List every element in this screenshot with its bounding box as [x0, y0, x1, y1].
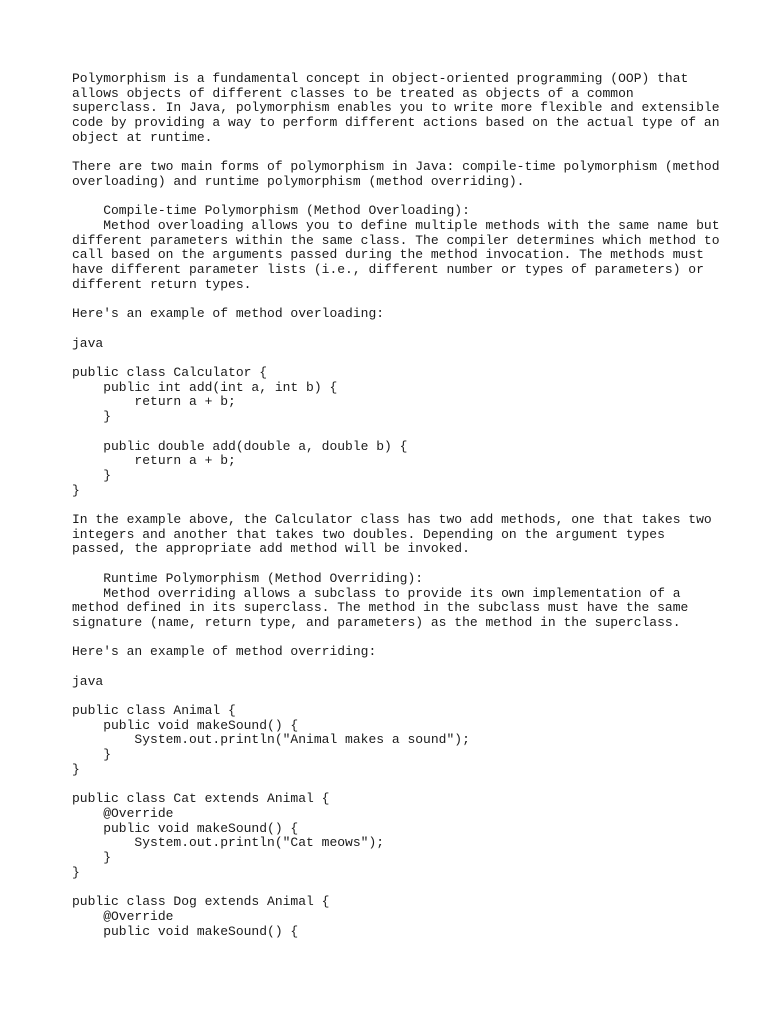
overloading-example-intro: Here's an example of method overloading: — [72, 306, 385, 322]
overloading-explanation: In the example above, the Calculator class has two add methods, one that takes two integers and another that takes two doubles. Depending on the argument types passed, the appropriate add method will be invoked. — [72, 512, 712, 557]
spacer — [72, 557, 712, 572]
spacer — [72, 631, 712, 646]
overriding-section: Runtime Polymorphism (Method Overriding): Method overriding allows a subclass to provide its own implementation of a method defined in its superclass. The method in the subclass must have the same signature (name, return type, and parameters) as the method in the superclass. — [72, 570, 689, 630]
spacer — [72, 778, 712, 793]
spacer — [72, 146, 712, 161]
overloading-section: Compile-time Polymorphism (Method Overloading): Method overloading allows you to define multiple methods with the same name but different parameters within the same class. The compiler determines which method to call based on the arguments passed during the method invocation. The methods must have different parameter lists (i.e., different number or types of parameters) or different return types. — [72, 203, 720, 292]
dog-code-block: public class Dog extends Animal { @Override public void makeSound() { — [72, 894, 330, 939]
spacer — [72, 689, 712, 704]
document-page — [72, 71, 720, 939]
overriding-code-language: java — [72, 673, 104, 689]
spacer — [72, 660, 712, 675]
spacer — [72, 881, 712, 896]
forms-paragraph: There are two main forms of polymorphism in Java: compile-time polymorphism (method overloading) and runtime polymorphism (method overriding). — [72, 159, 720, 189]
spacer — [72, 293, 712, 308]
overriding-example-intro: Here's an example of method overriding: — [72, 644, 377, 660]
cat-code-block: public class Cat extends Animal { @Override public void makeSound() { System.out.println("Cat meows"); } } — [72, 791, 385, 880]
spacer — [72, 190, 712, 205]
overloading-code-language: java — [72, 335, 104, 351]
spacer — [72, 351, 712, 366]
animal-code-block: public class Animal { public void makeSound() { System.out.println("Animal makes a sound"); } } — [72, 703, 470, 777]
spacer — [72, 322, 712, 337]
calculator-code-block: public class Calculator { public int add(int a, int b) { return a + b; } public double add(double a, double b) { return a + b; } } — [72, 364, 408, 498]
spacer — [72, 498, 712, 513]
intro-paragraph: Polymorphism is a fundamental concept in object-oriented programming (OOP) that allows objects of different classes to be treated as objects of a common superclass. In Java, polymorphism enables you to write more flexible and extensible code by providing a way to perform different actions based on the actual type of an object at runtime. — [72, 71, 720, 145]
